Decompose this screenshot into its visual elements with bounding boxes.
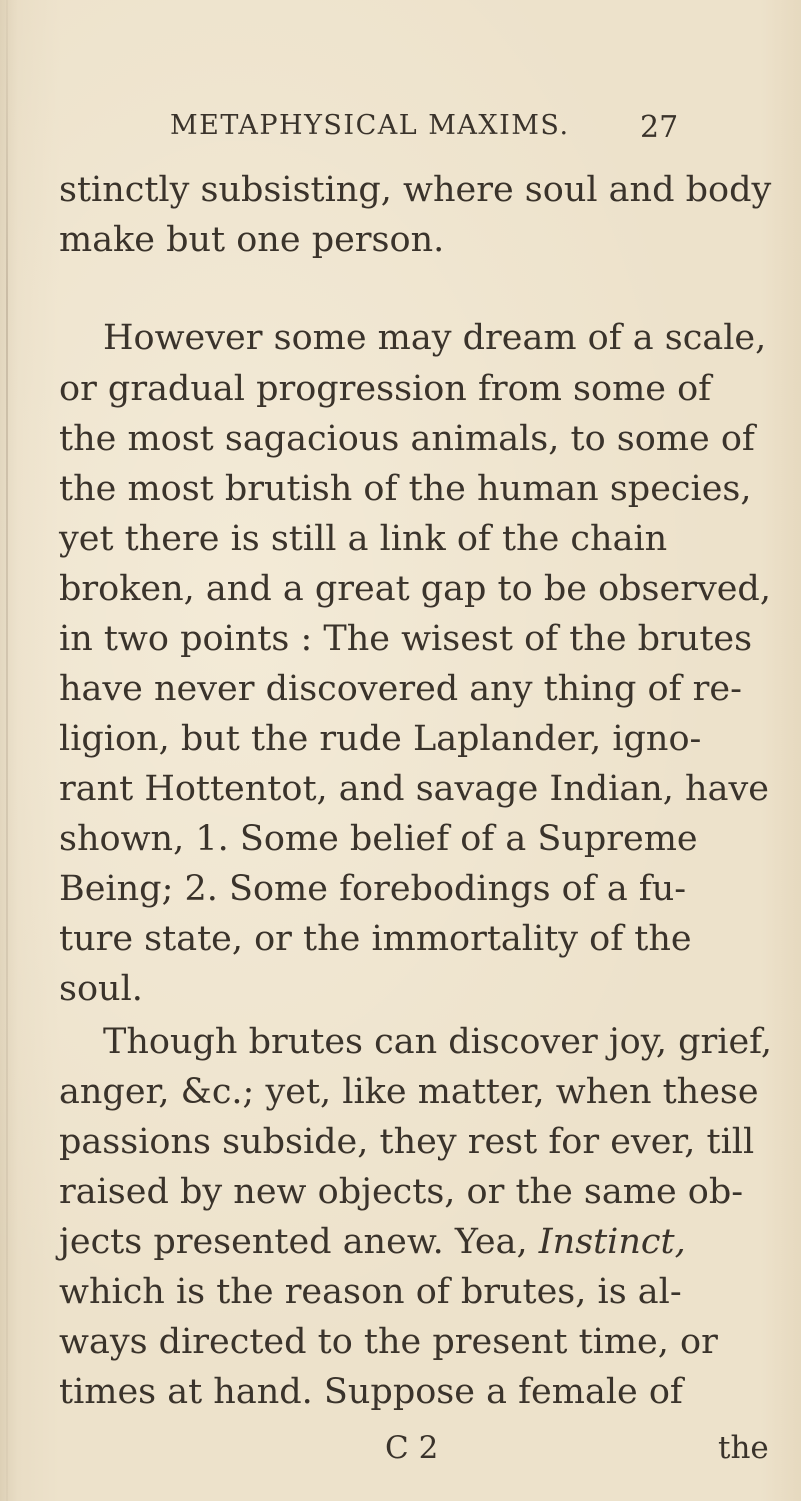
text-line: ways directed to the present time, or	[59, 1322, 718, 1362]
text-line: Being; 2. Some forebodings of a fu-	[59, 869, 687, 909]
text-line: yet there is still a link of the chain	[59, 519, 668, 559]
text-line: have never discovered any thing of re-	[59, 669, 742, 709]
text-line: broken, and a great gap to be observed,	[59, 569, 771, 609]
text-line: ligion, but the rude Laplander, igno-	[59, 719, 702, 759]
italic-term: Instinct,	[538, 1222, 686, 1262]
text-line: Though brutes can discover joy, grief,	[103, 1022, 772, 1062]
text-line: ture state, or the immortality of the	[59, 919, 692, 959]
text-line: passions subside, they rest for ever, till	[59, 1122, 755, 1162]
catchword: the	[718, 1430, 769, 1466]
text-line: shown, 1. Some belief of a Supreme	[59, 819, 698, 859]
text-line: soul.	[59, 969, 143, 1009]
text-line: in two points : The wisest of the brutes	[59, 619, 753, 659]
running-title: METAPHYSICAL MAXIMS.	[170, 110, 570, 141]
text-line: raised by new objects, or the same ob-	[59, 1172, 744, 1212]
text-line: make but one person.	[59, 220, 445, 260]
text-line: the most brutish of the human species,	[59, 469, 752, 509]
text-line: the most sagacious animals, to some of	[59, 419, 755, 459]
text-line: However some may dream of a scale,	[103, 318, 767, 358]
text-line: stinctly subsisting, where soul and body	[59, 170, 772, 210]
text-line: which is the reason of brutes, is al-	[59, 1272, 682, 1312]
text-line: rant Hottentot, and savage Indian, have	[59, 769, 769, 809]
text-line	[59, 1220, 686, 1264]
text-line: anger, &c.; yet, like matter, when these	[59, 1072, 759, 1112]
gutter-shadow	[6, 0, 8, 1501]
text-line: or gradual progression from some of	[59, 369, 712, 409]
text-line-start: jects presented anew. Yea,	[59, 1222, 528, 1262]
page-number: 27	[640, 110, 679, 145]
signature-mark: C 2	[385, 1430, 439, 1466]
text-line: times at hand. Suppose a female of	[59, 1372, 683, 1412]
